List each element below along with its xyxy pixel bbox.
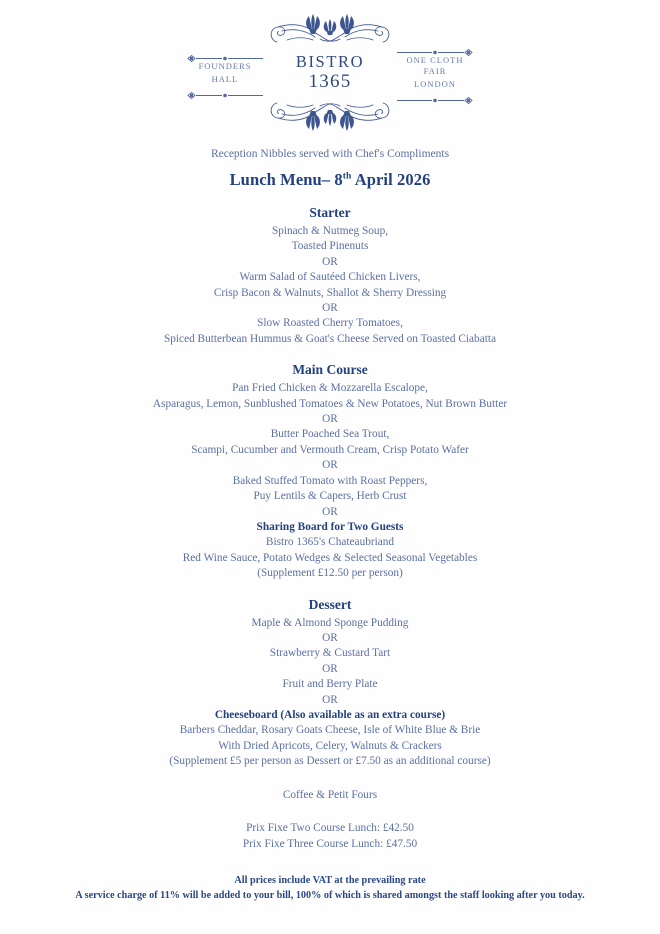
logo-left-line2: HALL bbox=[211, 73, 239, 84]
price-three-course: Prix Fixe Three Course Lunch: £47.50 bbox=[242, 837, 418, 850]
course-or-separator: OR bbox=[322, 693, 338, 706]
course-line: Red Wine Sauce, Potato Wedges & Selected Seasonal Vegetables bbox=[182, 551, 478, 564]
spacer bbox=[12, 803, 648, 821]
course-line: Pan Fried Chicken & Mozzarella Escalope, bbox=[232, 382, 428, 395]
page-title bbox=[12, 169, 648, 190]
brand-number: 1365 bbox=[308, 71, 352, 92]
course-line: Sharing Board for Two Guests bbox=[256, 520, 404, 533]
course-line: With Dried Apricots, Celery, Walnuts & Crackers bbox=[218, 739, 442, 752]
course-line: Spinach & Nutmeg Soup, bbox=[271, 225, 389, 237]
course-section bbox=[12, 596, 648, 770]
logo-left-column bbox=[185, 50, 265, 96]
brand-name: BISTRO bbox=[295, 52, 365, 71]
price-two-course: Prix Fixe Two Course Lunch: £42.50 bbox=[246, 822, 414, 834]
course-line: Crisp Bacon & Walnuts, Shallot & Sherry Dressing bbox=[213, 286, 447, 299]
spacer bbox=[12, 770, 648, 788]
course-heading: Dessert bbox=[308, 596, 352, 612]
reception-nibbles-note: Reception Nibbles served with Chef's Compliments bbox=[210, 148, 450, 160]
course-line: (Supplement £12.50 per person) bbox=[257, 567, 403, 580]
course-or-separator: OR bbox=[322, 505, 338, 518]
courses-container bbox=[12, 204, 648, 770]
diamond-rule-divider-icon-bottom bbox=[185, 87, 265, 96]
diamond-rule-divider-icon-right bbox=[395, 44, 475, 53]
course-or-separator: OR bbox=[322, 459, 338, 472]
course-line: Barbers Cheddar, Rosary Goats Cheese, Isle of White Blue & Brie bbox=[179, 724, 481, 737]
vat-note: All prices include VAT at the prevailing rate bbox=[234, 875, 426, 887]
course-section bbox=[12, 361, 648, 581]
course-line: Bistro 1365's Chateaubriand bbox=[265, 536, 395, 549]
floral-scroll-ornament-icon-bottom bbox=[265, 93, 395, 133]
course-line: Puy Lentils & Capers, Herb Crust bbox=[253, 490, 407, 503]
restaurant-logo bbox=[0, 0, 660, 133]
course-section bbox=[12, 204, 648, 347]
course-line: Fruit and Berry Plate bbox=[282, 678, 378, 691]
spacer bbox=[12, 852, 648, 874]
course-or-separator: OR bbox=[322, 413, 338, 426]
course-or-separator: OR bbox=[322, 662, 338, 675]
course-line: Maple & Almond Sponge Pudding bbox=[251, 616, 409, 629]
course-or-separator: OR bbox=[322, 302, 338, 315]
course-line: Spiced Butterbean Hummus & Goat's Cheese Served on Toasted Ciabatta bbox=[163, 332, 497, 345]
course-line: Toasted Pinenuts bbox=[291, 240, 369, 253]
logo-left-line1: FOUNDERS bbox=[198, 60, 252, 71]
course-heading: Main Course bbox=[292, 362, 368, 378]
course-or-separator: OR bbox=[322, 255, 338, 268]
menu-title-prefix: Lunch Menu– 8 bbox=[229, 170, 343, 189]
course-line: Strawberry & Custard Tart bbox=[269, 647, 391, 660]
diamond-rule-divider-icon-right-bottom bbox=[395, 92, 475, 101]
course-line: Asparagus, Lemon, Sunblushed Tomatoes & New Potatoes, Nut Brown Butter bbox=[152, 397, 508, 410]
floral-scroll-ornament-icon-top bbox=[265, 12, 395, 52]
course-line: Baked Stuffed Tomato with Roast Peppers, bbox=[232, 474, 428, 487]
logo-center-column bbox=[265, 12, 395, 133]
logo-right-line2: LONDON bbox=[414, 79, 456, 89]
logo-right-column bbox=[395, 44, 475, 101]
course-or-separator: OR bbox=[322, 631, 338, 644]
logo-right-line1: ONE CLOTH FAIR bbox=[406, 55, 464, 76]
course-line: Butter Poached Sea Trout, bbox=[270, 428, 390, 441]
course-line: Scampi, Cucumber and Vermouth Cream, Crisp Potato Wafer bbox=[191, 443, 469, 456]
menu-content bbox=[0, 147, 660, 903]
service-charge-note: A service charge of 11% will be added to your bill, 100% of which is shared amongst the staff looking after you today. bbox=[75, 889, 585, 901]
menu-title-suffix: April 2026 bbox=[351, 170, 431, 189]
course-line: Slow Roasted Cherry Tomatoes, bbox=[257, 317, 403, 330]
course-line: Cheeseboard (Also available as an extra course) bbox=[214, 708, 446, 721]
coffee-petit-fours: Coffee & Petit Fours bbox=[282, 788, 378, 801]
course-heading: Starter bbox=[309, 205, 351, 220]
course-line: (Supplement £5 per person as Dessert or £7.50 as an additional course) bbox=[169, 755, 491, 768]
menu-title-ordinal-suffix: th bbox=[342, 171, 352, 182]
course-line: Warm Salad of Sautéed Chicken Livers, bbox=[239, 271, 421, 284]
diamond-rule-divider-icon bbox=[185, 50, 265, 59]
